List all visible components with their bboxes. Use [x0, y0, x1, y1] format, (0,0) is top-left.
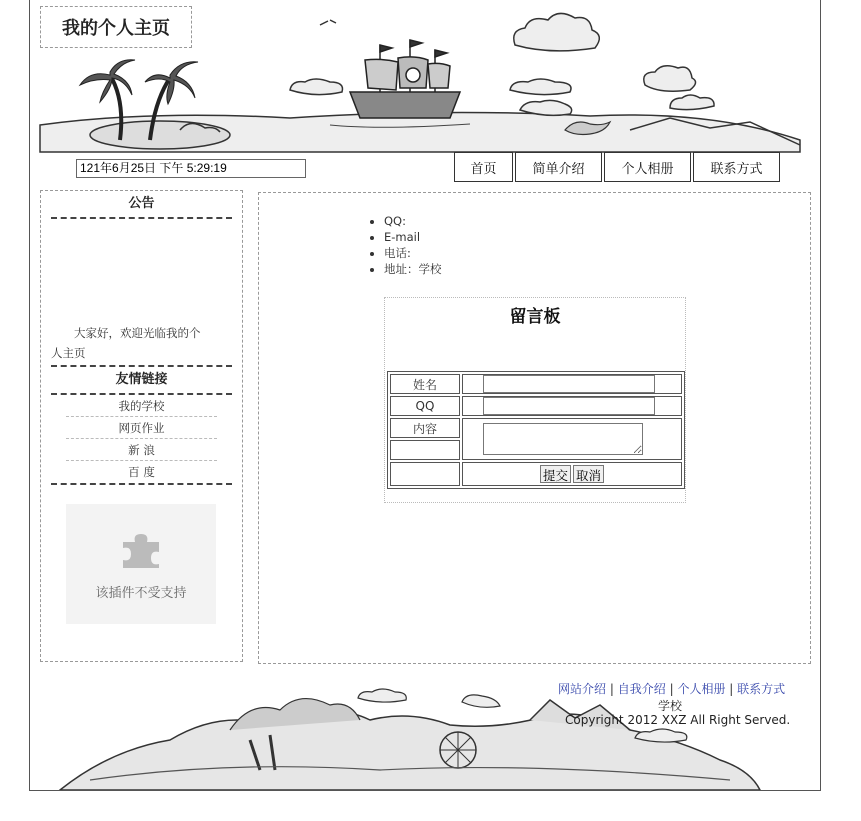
unsupported-plugin-placeholder	[66, 504, 216, 624]
divider	[51, 483, 232, 485]
friend-link-homework[interactable]: 网页作业	[66, 417, 217, 439]
empty-cell	[390, 462, 460, 486]
footer-school: 学校	[658, 699, 683, 713]
name-input[interactable]	[483, 375, 655, 393]
friend-links-list	[41, 395, 242, 483]
guestbook-title: 留言板	[509, 307, 561, 327]
friend-link-school[interactable]: 我的学校	[66, 395, 217, 417]
contact-email: • E-mail	[384, 229, 442, 245]
qq-label: QQ	[390, 396, 460, 416]
footer-separator: |	[729, 682, 734, 696]
site-title: 我的个人主页	[40, 6, 192, 48]
content-label: 内容	[390, 418, 460, 438]
contact-qq: • QQ:	[384, 213, 442, 229]
empty-cell	[390, 440, 460, 460]
main-content	[258, 192, 811, 664]
page-frame	[29, 0, 821, 791]
notice-marquee	[51, 219, 232, 365]
footer-link-site-intro[interactable]: 网站介绍	[558, 682, 607, 696]
footer-link-self-intro[interactable]: 自我介绍	[617, 682, 666, 696]
submit-button[interactable]: 提交	[540, 465, 571, 483]
footer-separator: |	[669, 682, 674, 696]
name-label: 姓名	[390, 374, 460, 394]
contact-phone: • 电话:	[384, 245, 442, 261]
nav-intro-button[interactable]: 简单介绍	[515, 152, 602, 182]
qq-input[interactable]	[483, 397, 655, 415]
clock-display[interactable]: 121年6月25日 下午 5:29:19	[76, 159, 306, 178]
cancel-button[interactable]: 取消	[573, 465, 604, 483]
nav-home-button[interactable]: 首页	[454, 152, 513, 182]
puzzle-piece-icon	[119, 528, 163, 572]
friend-link-baidu[interactable]: 百 度	[128, 465, 155, 479]
friend-link-sina[interactable]: 新 浪	[66, 439, 217, 461]
friend-links-heading: 友情链接	[115, 372, 168, 387]
nav-contact-button[interactable]: 联系方式	[693, 152, 780, 182]
plugin-message: 该插件不受支持	[95, 585, 187, 601]
notice-heading: 公告	[128, 196, 155, 211]
footer-copyright: Copyright 2012 XXZ All Right Served.	[565, 713, 791, 727]
notice-text: 大家好，欢迎光临我的个人主页	[51, 326, 201, 360]
main-nav	[454, 152, 780, 182]
content-textarea[interactable]	[483, 423, 643, 455]
footer-link-album[interactable]: 个人相册	[677, 682, 726, 696]
footer	[30, 670, 820, 790]
contact-address: • 地址：学校	[384, 261, 442, 277]
guestbook	[384, 297, 686, 503]
footer-separator: |	[609, 682, 614, 696]
guestbook-form	[387, 371, 685, 489]
footer-link-contact[interactable]: 联系方式	[737, 682, 786, 696]
sidebar	[40, 190, 243, 662]
contact-list	[354, 213, 442, 277]
footer-nav	[558, 680, 785, 697]
nav-album-button[interactable]: 个人相册	[604, 152, 691, 182]
